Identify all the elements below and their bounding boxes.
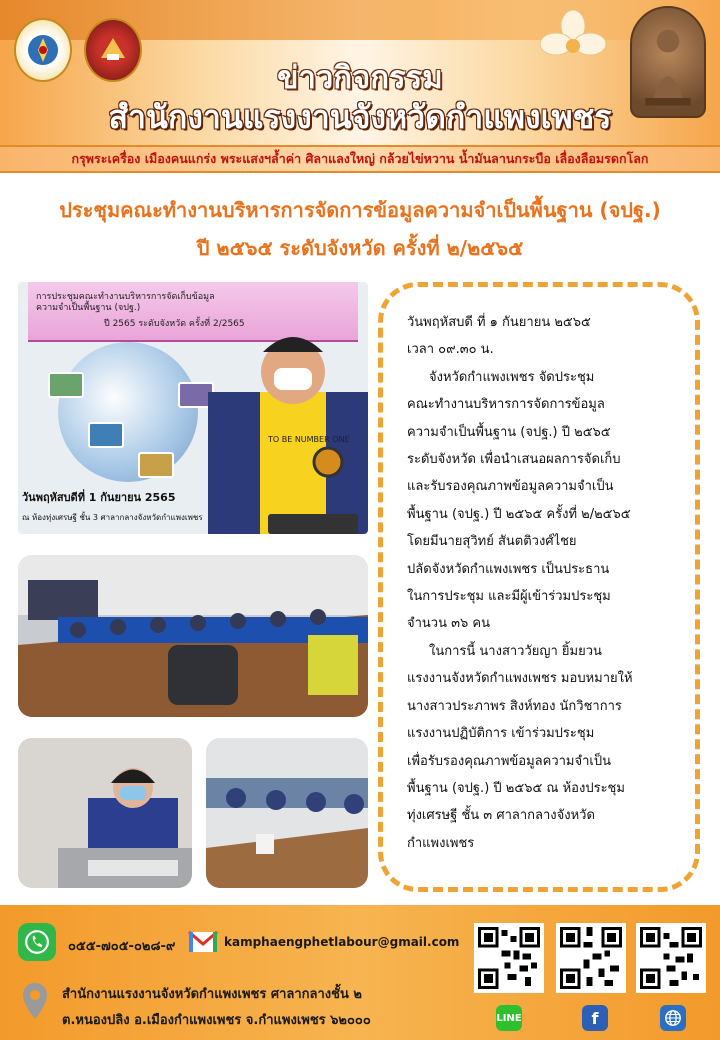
article-line: ระดับจังหวัด เพื่อนำเสนอผลการจัดเก็บ — [407, 452, 621, 468]
slide-subtitle: ปี 2565 ระดับจังหวัด ครั้งที่ 2/2565 — [104, 319, 245, 329]
article-line: ทุ่งเศรษฐี ชั้น ๓ ศาลากลางจังหวัด — [407, 808, 595, 824]
slide-thumbnail — [48, 372, 84, 398]
phone-icon[interactable] — [18, 923, 56, 961]
article-line: กำแพงเพชร — [407, 835, 475, 851]
article-line: นางสาวประภาพร สิงห์ทอง นักวิชาการ — [407, 698, 622, 714]
province-motto-bar — [0, 145, 720, 173]
meeting-table-scene — [206, 738, 368, 888]
article-line: แรงงานจังหวัดกำแพงเพชร มอบหมายให้ — [407, 671, 633, 687]
microphone-base — [268, 514, 358, 534]
news-headline-line2: ปี ๒๕๖๕ ระดับจังหวัด ครั้งที่ ๒/๒๕๖๕ — [196, 236, 524, 260]
article-line: วันพฤหัสบดี ที่ ๑ กันยายน ๒๕๖๕ — [407, 315, 591, 330]
globe-graphic — [58, 342, 198, 482]
meeting-table-photo — [206, 738, 368, 888]
location-pin-icon — [20, 981, 50, 1021]
slide-thumbnail — [88, 422, 124, 448]
article-line: ในการประชุม และมีผู้เข้าร่วมประชุม — [407, 589, 611, 605]
article-line: ปลัดจังหวัดกำแพงเพชร เป็นประธาน — [407, 561, 610, 577]
article-line: โดยมีนายสุวิทย์ สันตติวงศ์ไชย — [407, 534, 577, 550]
contact-footer — [0, 905, 720, 1040]
phone-number[interactable]: ๐๕๕-๗๐๕-๐๒๘-๙ — [68, 939, 176, 954]
page-title: ข่าวกิจกรรม — [277, 60, 443, 96]
province-motto: กรุพระเครื่อง เมืองคนแกร่ง พระแสงฯล้ำค่า ศิลาแลงใหญ่ กล้วยไข่หวาน น้ำมันลานกระบือ เลื่องลือมรดกโลก — [71, 151, 649, 166]
email-address[interactable]: kamphaengphetlabour@gmail.com — [224, 935, 460, 949]
globe-icon[interactable] — [660, 1005, 686, 1031]
line-icon[interactable]: LINE — [496, 1005, 522, 1031]
address-line1: สำนักงานแรงงานจังหวัดกำแพงเพชร ศาลากลางชั้น ๒ — [62, 987, 362, 1002]
slide-thumbnail — [138, 452, 174, 478]
slide-date: วันพฤหัสบดีที่ 1 กันยายน 2565 — [22, 491, 176, 504]
line-qr-code[interactable] — [474, 923, 544, 993]
main-meeting-photo — [18, 282, 368, 534]
article-line: พื้นฐาน (จปฐ.) ปี ๒๕๖๕ ณ ห้องประชุม — [407, 780, 625, 796]
article-text-box — [378, 282, 700, 892]
participant-scene — [18, 738, 192, 888]
article-line: เพื่อรับรองคุณภาพข้อมูลความจำเป็น — [407, 753, 611, 769]
article-line: จำนวน ๓๖ คน — [407, 616, 490, 632]
article-line: คณะทำงานบริหารการจัดการข้อมูล — [407, 397, 605, 413]
gmail-icon[interactable] — [188, 929, 218, 955]
office-name: สำนักงานแรงงานจังหวัดกำแพงเพชร — [108, 98, 612, 136]
participant-photo — [18, 738, 192, 888]
slide-place: ณ ห้องทุ่งเศรษฐี ชั้น 3 ศาลากลางจังหวัดกำแพงเพชร — [22, 513, 203, 522]
news-headline-line1: ประชุมคณะทำงานบริหารการจัดการข้อมูลความจำเป็นพื้นฐาน (จปฐ.) — [59, 198, 661, 222]
vest-text: TO BE NUMBER ONE — [268, 435, 350, 444]
article-line: ในการนี้ นางสาววัยญา ยิ้มยวน — [429, 643, 602, 659]
facebook-qr-code[interactable] — [556, 923, 626, 993]
slide-title: การประชุมคณะทำงานบริหารการจัดเก็บข้อมูลความจำเป็นพื้นฐาน (จปฐ.) — [36, 292, 215, 313]
article-line: จังหวัดกำแพงเพชร จัดประชุม — [429, 369, 595, 385]
website-qr-code[interactable] — [636, 923, 706, 993]
article-line: ความจำเป็นพื้นฐาน (จปฐ.) ปี ๒๕๖๕ — [407, 424, 611, 440]
address-line2: ต.หนองปลิง อ.เมืองกำแพงเพชร จ.กำแพงเพชร ๖๒๐๐๐ — [62, 1013, 371, 1028]
meeting-room-scene — [18, 555, 368, 717]
article-line: พื้นฐาน (จปฐ.) ปี ๒๕๖๕ ครั้งที่ ๒/๒๕๖๕ — [407, 506, 631, 522]
chairman-figure — [208, 322, 368, 534]
meeting-room-photo — [18, 555, 368, 717]
header-banner — [0, 0, 720, 145]
article-line: เวลา ๐๙.๓๐ น. — [407, 342, 494, 358]
facebook-icon[interactable]: f — [582, 1005, 608, 1031]
article-line: แรงงานปฏิบัติการ เข้าร่วมประชุม — [407, 726, 595, 742]
article-line: และรับรองคุณภาพข้อมูลความจำเป็น — [407, 479, 614, 495]
